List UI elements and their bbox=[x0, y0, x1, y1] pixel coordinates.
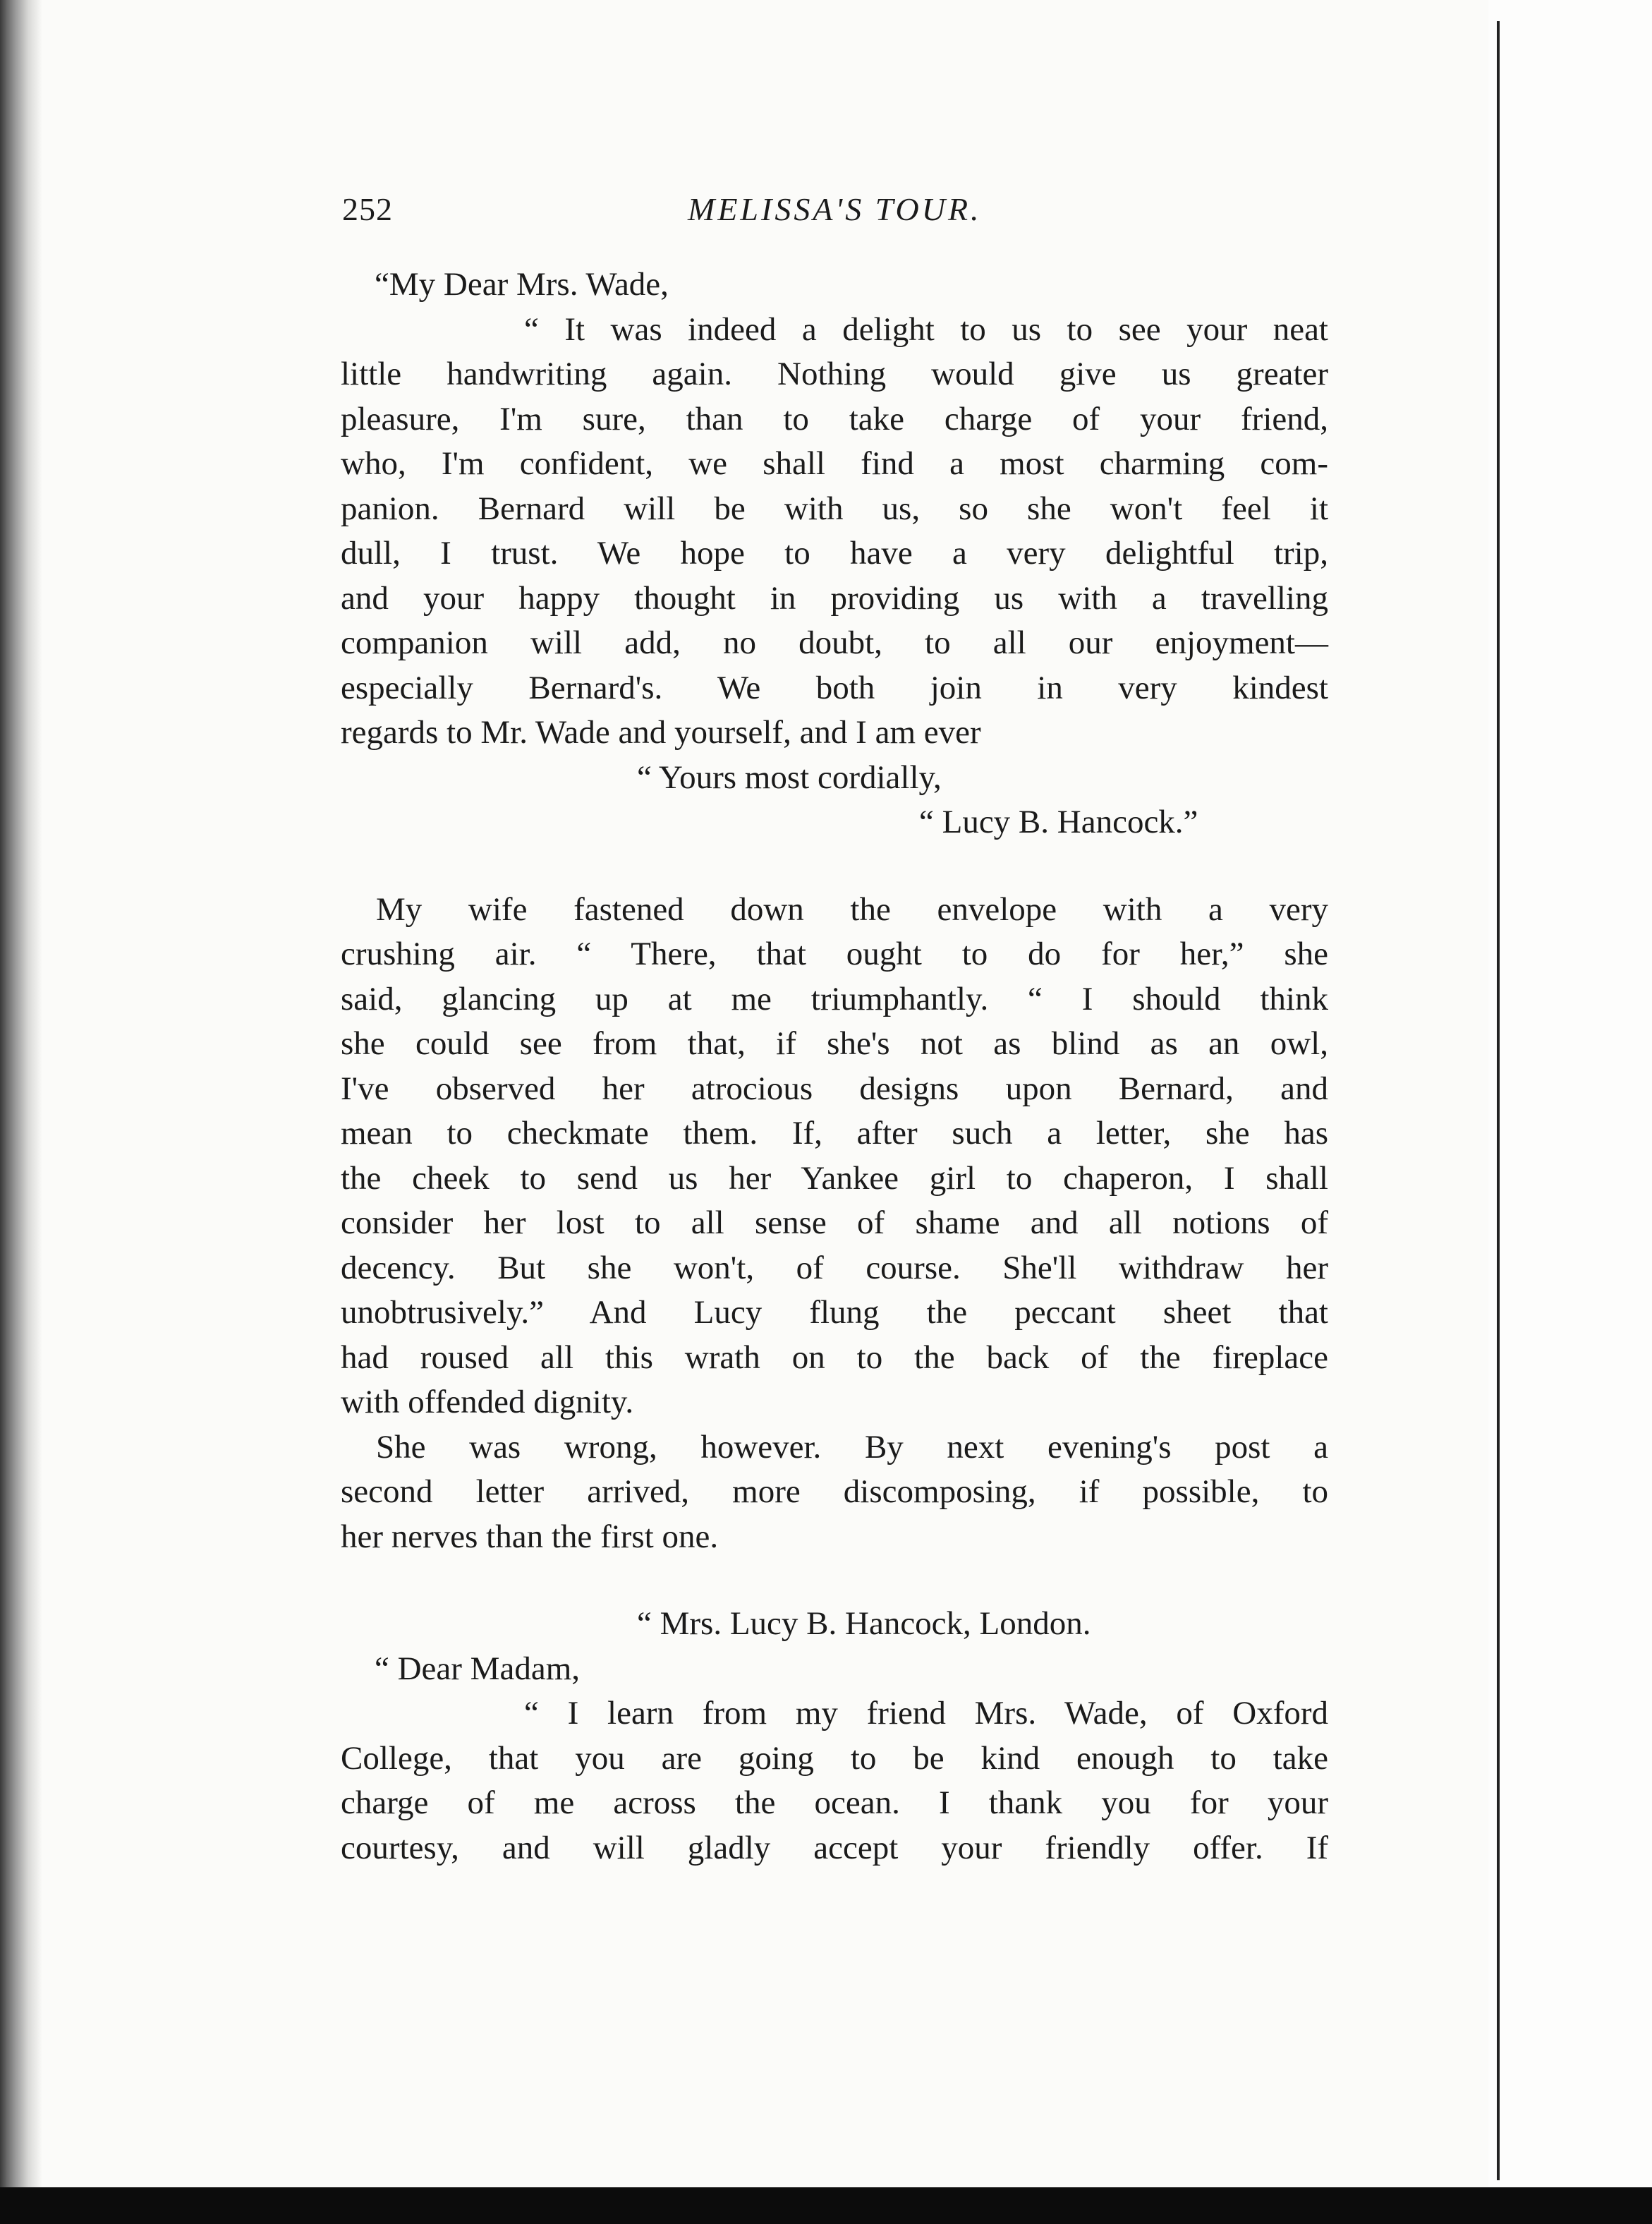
letter2-line: courtesy, and will gladly accept your friendly offer. If bbox=[341, 1829, 1328, 1866]
letter2-line: College, that you are going to be kind enough to take bbox=[341, 1739, 1328, 1777]
page-header bbox=[342, 191, 1330, 233]
spacer bbox=[341, 1559, 1328, 1602]
scan-bottom-edge bbox=[0, 2187, 1652, 2224]
letter1-signature: “ Lucy B. Hancock.” bbox=[919, 804, 1198, 840]
narrative-line: crushing air. “ There, that ought to do for her,” she bbox=[341, 936, 1328, 972]
letter1-line: companion will add, no doubt, to all our enjoyment— bbox=[341, 624, 1328, 661]
letter2-address: “ Mrs. Lucy B. Hancock, London. bbox=[637, 1605, 1091, 1642]
scan-right-gutter bbox=[1488, 0, 1652, 2224]
narrative-line: mean to checkmate them. If, after such a letter, she has bbox=[341, 1115, 1328, 1152]
letter1-line: little handwriting again. Nothing would give us greater bbox=[341, 356, 1328, 392]
letter1-salutation: “My Dear Mrs. Wade, bbox=[375, 266, 669, 303]
letter2-line: charge of me across the ocean. I thank you for your bbox=[341, 1784, 1328, 1821]
scan-left-edge bbox=[0, 0, 42, 2224]
letter2-salutation: “ Dear Madam, bbox=[375, 1650, 580, 1687]
running-title: MELISSA'S TOUR. bbox=[688, 191, 982, 227]
letter1-line: regards to Mr. Wade and yourself, and I am ever bbox=[341, 714, 981, 751]
narrative-line: the cheek to send us her Yankee girl to chaperon, I shall bbox=[341, 1159, 1328, 1197]
letter1-line: “ It was indeed a delight to us to see your neat bbox=[524, 310, 1328, 348]
letter1-line: who, I'm confident, we shall find a most charming com- bbox=[341, 445, 1328, 482]
letter1-closing: “ Yours most cordially, bbox=[637, 759, 942, 796]
page-number: 252 bbox=[342, 191, 393, 227]
narrative-line: second letter arrived, more discomposing, if possible, to bbox=[341, 1473, 1328, 1510]
narrative-line: said, glancing up at me triumphantly. “ I should think bbox=[341, 980, 1328, 1017]
narrative-line: with offended dignity. bbox=[341, 1384, 634, 1420]
letter1-line: dull, I trust. We hope to have a very delightful trip, bbox=[341, 535, 1328, 572]
narrative-line: had roused all this wrath on to the back of the fireplace bbox=[341, 1338, 1328, 1376]
letter1-line: especially Bernard's. We both join in very kindest bbox=[341, 669, 1328, 706]
spacer bbox=[341, 845, 1328, 888]
narrative-line: her nerves than the first one. bbox=[341, 1518, 719, 1555]
narrative-line: consider her lost to all sense of shame and all notions of bbox=[341, 1204, 1328, 1241]
narrative-line: She was wrong, however. By next evening's post a bbox=[376, 1428, 1328, 1465]
letter2-line: “ I learn from my friend Mrs. Wade, of Oxford bbox=[524, 1695, 1328, 1732]
narrative-line: My wife fastened down the envelope with a very bbox=[376, 890, 1328, 928]
letter1-line: pleasure, I'm sure, than to take charge of your friend, bbox=[341, 400, 1328, 437]
page-body bbox=[341, 262, 1328, 1871]
narrative-line: unobtrusively.” And Lucy flung the peccant sheet that bbox=[341, 1294, 1328, 1331]
letter1-line: and your happy thought in providing us with a travelling bbox=[341, 579, 1328, 617]
narrative-line: decency. But she won't, of course. She'll withdraw her bbox=[341, 1249, 1328, 1286]
scan-right-rule bbox=[1497, 21, 1500, 2180]
narrative-line: I've observed her atrocious designs upon Bernard, and bbox=[341, 1070, 1328, 1107]
letter1-line: panion. Bernard will be with us, so she won't feel it bbox=[341, 490, 1328, 527]
narrative-line: she could see from that, if she's not as blind as an owl, bbox=[341, 1025, 1328, 1062]
